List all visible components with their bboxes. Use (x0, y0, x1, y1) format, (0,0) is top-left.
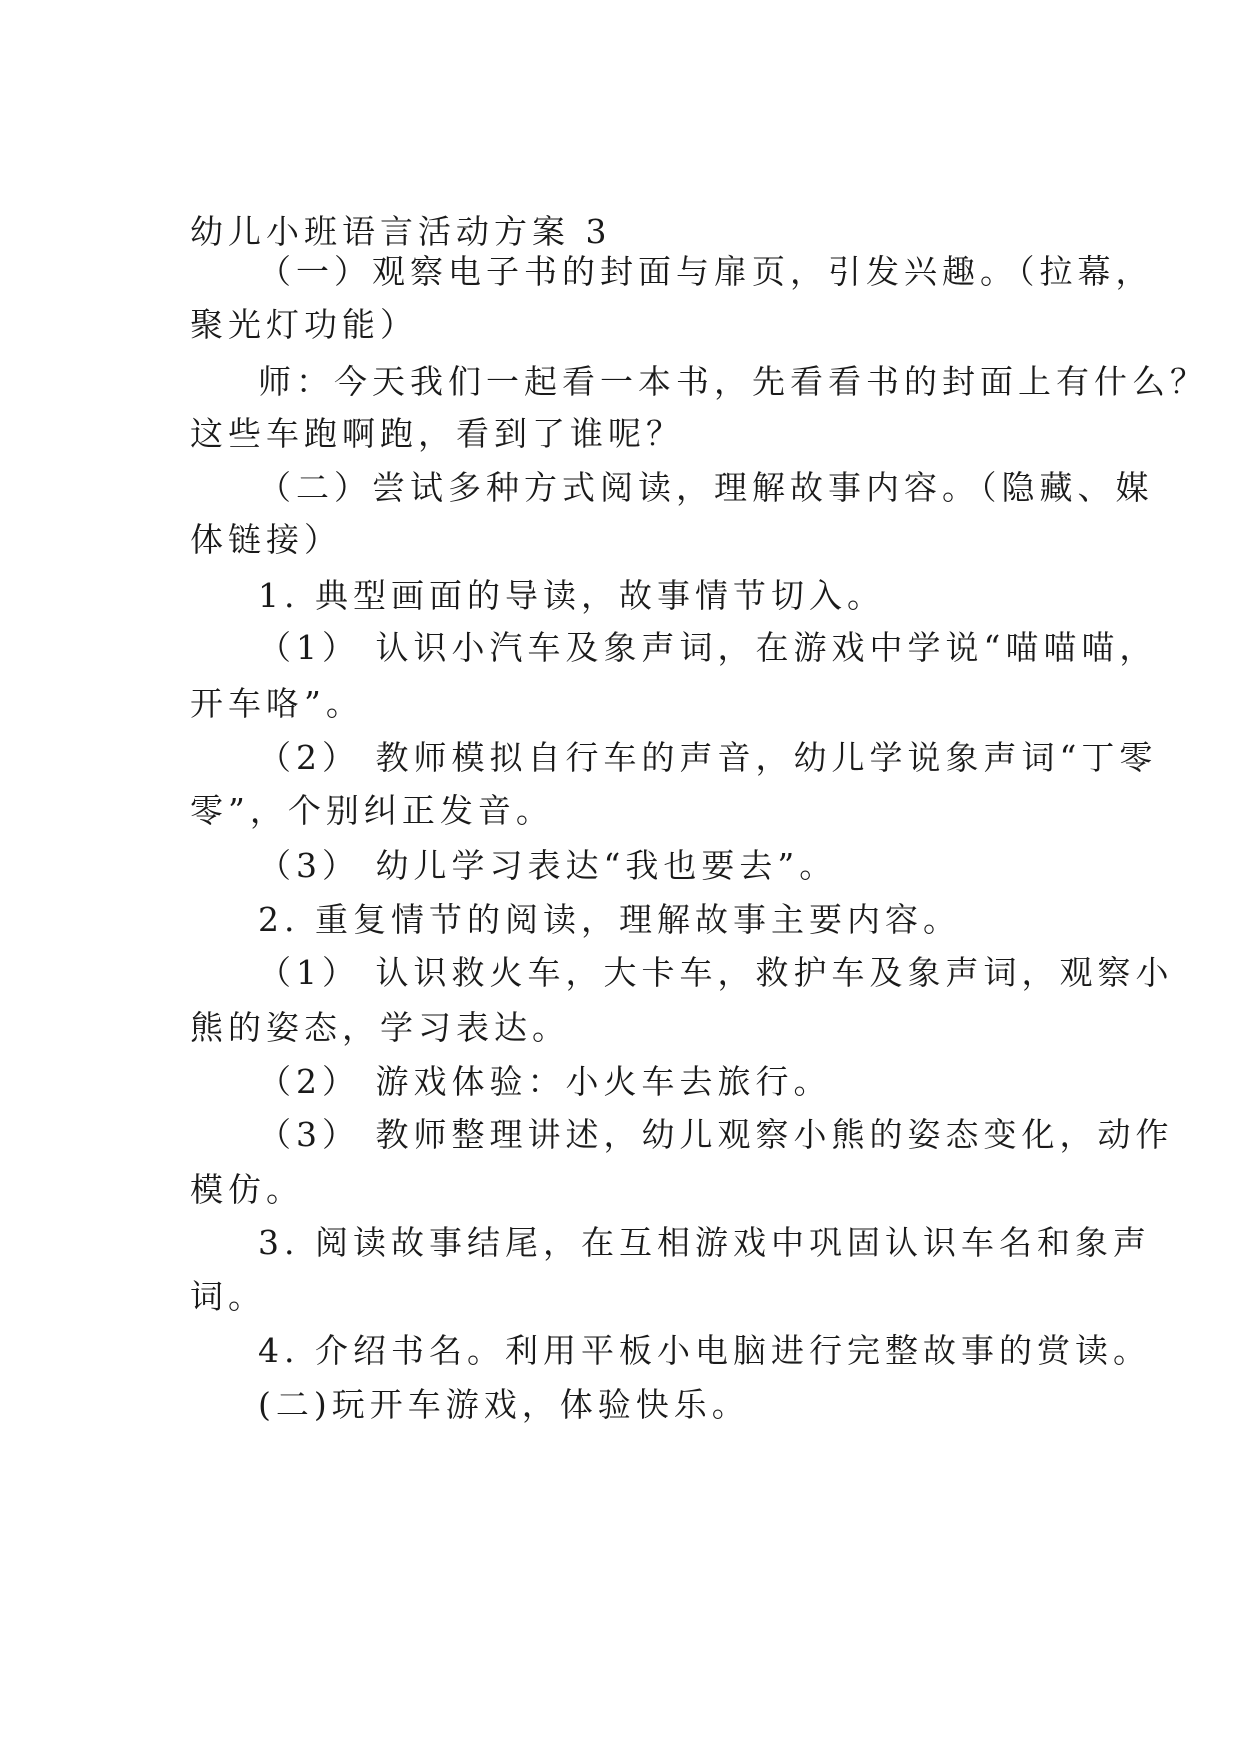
text-line: 聚光灯功能） (190, 305, 418, 344)
text-line: （3） 教师整理讲述，幼儿观察小熊的姿态变化，动作 (258, 1115, 1174, 1154)
text-line: （1） 认识救火车，大卡车，救护车及象声词，观察小 (258, 953, 1174, 992)
text-line: 体链接） (190, 520, 342, 559)
text-line: 4. 介绍书名。利用平板小电脑进行完整故事的赏读。 (258, 1331, 1151, 1370)
text-line: 词。 (190, 1277, 266, 1316)
text-line: 开车咯”。 (190, 684, 364, 723)
text-line: （1） 认识小汽车及象声词，在游戏中学说“喵喵喵， (258, 628, 1158, 667)
text-line: 这些车跑啊跑，看到了谁呢？ (190, 414, 684, 453)
text-line: (二)玩开车游戏，体验快乐。 (258, 1385, 750, 1424)
document-title: 幼儿小班语言活动方案 3 (190, 212, 612, 251)
text-line: 零”，个别纠正发音。 (190, 791, 554, 830)
text-line: （二）尝试多种方式阅读，理解故事内容。（隐藏、媒 (258, 468, 1154, 507)
text-line: （3） 幼儿学习表达“我也要去”。 (258, 846, 838, 885)
text-line: 师：今天我们一起看一本书，先看看书的封面上有什么？ (258, 362, 1208, 401)
text-line: 模仿。 (190, 1170, 304, 1209)
text-line: （2） 教师模拟自行车的声音，幼儿学说象声词“丁零 (258, 738, 1158, 777)
text-line: 3. 阅读故事结尾，在互相游戏中巩固认识车名和象声 (258, 1223, 1151, 1262)
text-line: 2. 重复情节的阅读，理解故事主要内容。 (258, 900, 961, 939)
text-line: 熊的姿态，学习表达。 (190, 1008, 570, 1047)
text-line: 1. 典型画面的导读，故事情节切入。 (258, 576, 885, 615)
text-line: （2） 游戏体验：小火车去旅行。 (258, 1062, 832, 1101)
text-line: （一）观察电子书的封面与扉页，引发兴趣。（拉幕， (258, 252, 1154, 291)
